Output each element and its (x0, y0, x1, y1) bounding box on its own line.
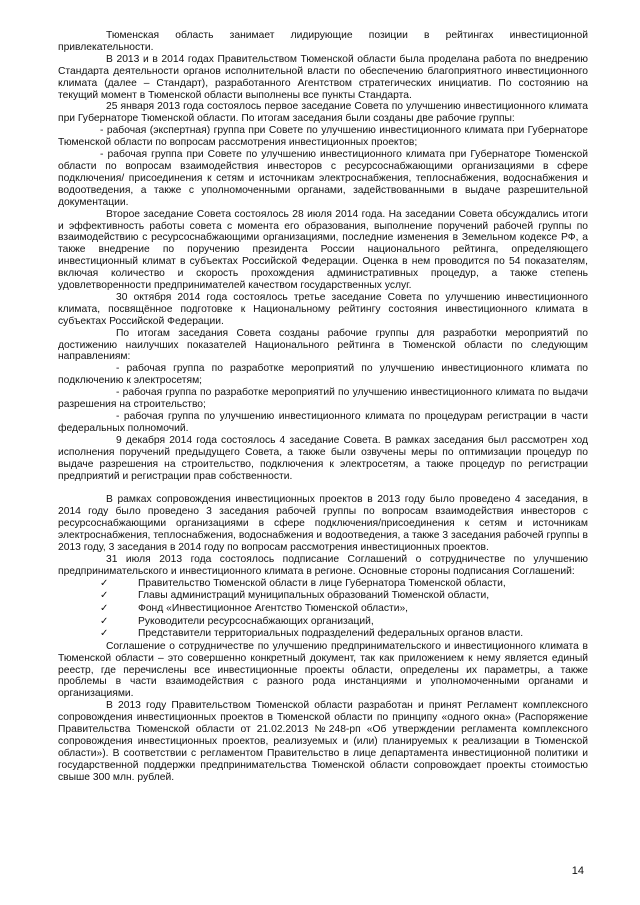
paragraph-first-meeting: 25 января 2013 года состоялось первое заседание Совета по улучшению инвестиционного климата при Губернаторе Тюменской области. По итогам заседания были созданы две рабочие группы: (58, 101, 588, 125)
list-item-construction-permit-group: - рабочая группа по разработке мероприятий по улучшению инвестиционного климата по выдачи разрешения на строительство; (58, 387, 588, 411)
paragraph-project-support: В рамках сопровождения инвестиционных проектов в 2013 году было проведено 4 заседания, в 2014 году было проведено 3 заседания рабочей группы по вопросам взаимодействия инвесторов с ресурсоснабжающими организациями в сфере подключения/присоединения к сетям и источникам электроснабжения, теплоснабжения, водоснабжения и водоотведения, а также 3 заседания рабочей группы в 2013 году, 3 заседания в 2014 году по вопросам рассмотрения инвестиционных проектов. (58, 494, 588, 554)
paragraph-agreements: 31 июля 2013 года состоялось подписание Соглашений о сотрудничестве по улучшению предпринимательского и инвестиционного климата в регионе. Основные стороны подписания Соглашений: (58, 553, 588, 577)
paragraph-second-meeting: Второе заседание Совета состоялось 28 июля 2014 года. На заседании Совета обсуждались итоги и эффективность работы совета с момента его образования, выполнение поручений рабочей группы по взаимодействию с ресурсоснабжающими организациями, последние изменения в Земельном кодексе РФ, а также внедрение по поручению президента России национального рейтинга, определяющего инвестиционный климат в субъектах Российской Федерации. Оценка в нем проводится по 54 показателям, включая количество и скорость прохождения административных процедур, а также степень удовлетворенности предпринимателей качеством государственных услуг. (58, 208, 588, 292)
list-item-text: Руководители ресурсоснабжающих организаций, (138, 615, 374, 627)
list-item-resource-group: - рабочая группа при Совете по улучшению инвестиционного климата при Губернаторе Тюменской области по вопросам взаимодействия инвесторов с ресурсоснабжающими организациями в сфере подключения/ присоединения к сетям и источникам электроснабжения, теплоснабжения, водоснабжения и водоотведения, а также с уполномоченными органами, задействованными в выдаче разрешительной документации. (58, 149, 588, 208)
paragraph-gap (58, 482, 588, 494)
paragraph-agreement-description: Соглашение о сотрудничестве по улучшению предпринимательского и инвестиционного климата в Тюменской области – это совершенно конкретный документ, так как приложением к нему является единый реестр, где перечислены все инвестиционные проекты области, определены их параметры, а также проблемы в части взаимодействия с разного рода инстанциями и уполномоченными органами и организациями. (58, 640, 588, 700)
list-item (58, 628, 588, 641)
checkmark-icon: ✓ (100, 602, 109, 614)
checkmark-icon: ✓ (100, 577, 109, 589)
list-item (58, 616, 588, 629)
signing-parties-list (58, 578, 588, 641)
checkmark-icon: ✓ (100, 615, 109, 627)
paragraph-working-groups: По итогам заседания Совета созданы рабочие группы для разработки мероприятий по достижению наилучших показателей Национального рейтинга в Тюменской области по следующим направлениям: (58, 327, 588, 363)
page-number: 14 (571, 865, 584, 877)
list-item-text: Фонд «Инвестиционное Агентство Тюменской области», (138, 602, 409, 614)
paragraph-regulation: В 2013 году Правительством Тюменской области разработан и принят Регламент комплексного сопровождения инвестиционных проектов в Тюменской области по принципу «одного окна» (Распоряжение Правительства Тюменской области от 21.02.2013 №248-рп «Об утверждении регламента комплексного сопровождения инвестиционных проектов, реализуемых и (или) планируемых к реализации в Тюменской области»). В соответствии с регламентом Правительство в лице департамента инвестиционной политики и государственной поддержки предпринимательства Тюменской области сопровождает проекты стоимостью свыше 300 млн. рублей. (58, 700, 588, 783)
list-item-registration-group: - рабочая группа по улучшению инвестиционного климата по процедурам регистрации в части федеральных полномочий. (58, 411, 588, 434)
checkmark-icon: ✓ (100, 628, 109, 640)
list-item-text: Представители территориальных подразделений федеральных органов власти. (138, 628, 524, 640)
paragraph-fourth-meeting: 9 декабря 2014 года состоялось 4 заседание Совета. В рамках заседания был рассмотрен ход исполнения поручений предыдущего Совета, а также были озвучены меры по оптимизации процедур по выдаче разрешения на строительство, подключения к электросетям, а также процедур по регистрации предприятий и регистрации прав собственности. (58, 434, 588, 482)
list-item-expert-group: - рабочая (экспертная) группа при Совете по улучшению инвестиционного климата при Губернаторе Тюменской области по вопросам рассмотрения инвестиционных проектов; (58, 125, 588, 149)
list-item (58, 578, 588, 591)
paragraph-rankings: Тюменская область занимает лидирующие позиции в рейтингах инвестиционной привлекательности. (58, 30, 588, 53)
list-item-text: Главы администраций муниципальных образований Тюменской области, (138, 590, 490, 602)
paragraph-third-meeting: 30 октября 2014 года состоялось третье заседание Совета по улучшению инвестиционного климата, посвящённое подготовке к Национальному рейтингу состояния инвестиционного климата в субъектах Российской Федерации. (58, 291, 588, 327)
paragraph-standard: В 2013 и в 2014 годах Правительством Тюменской области была проделана работа по внедрению Стандарта деятельности органов исполнительной власти по обеспечению благоприятного инвестиционного климата (далее – Стандарт), разработанного Агентством стратегических инициатив. По состоянию на текущий момент в Тюменской области выполнены все пункты Стандарта. (58, 53, 588, 101)
list-item-text: Правительство Тюменской области в лице Губернатора Тюменской области, (138, 577, 506, 589)
list-item-electric-grid-group: - рабочая группа по разработке мероприятий по улучшению инвестиционного климата по подключению к электросетям; (58, 363, 588, 387)
list-item (58, 590, 588, 603)
list-item (58, 603, 588, 616)
checkmark-icon: ✓ (100, 590, 109, 602)
